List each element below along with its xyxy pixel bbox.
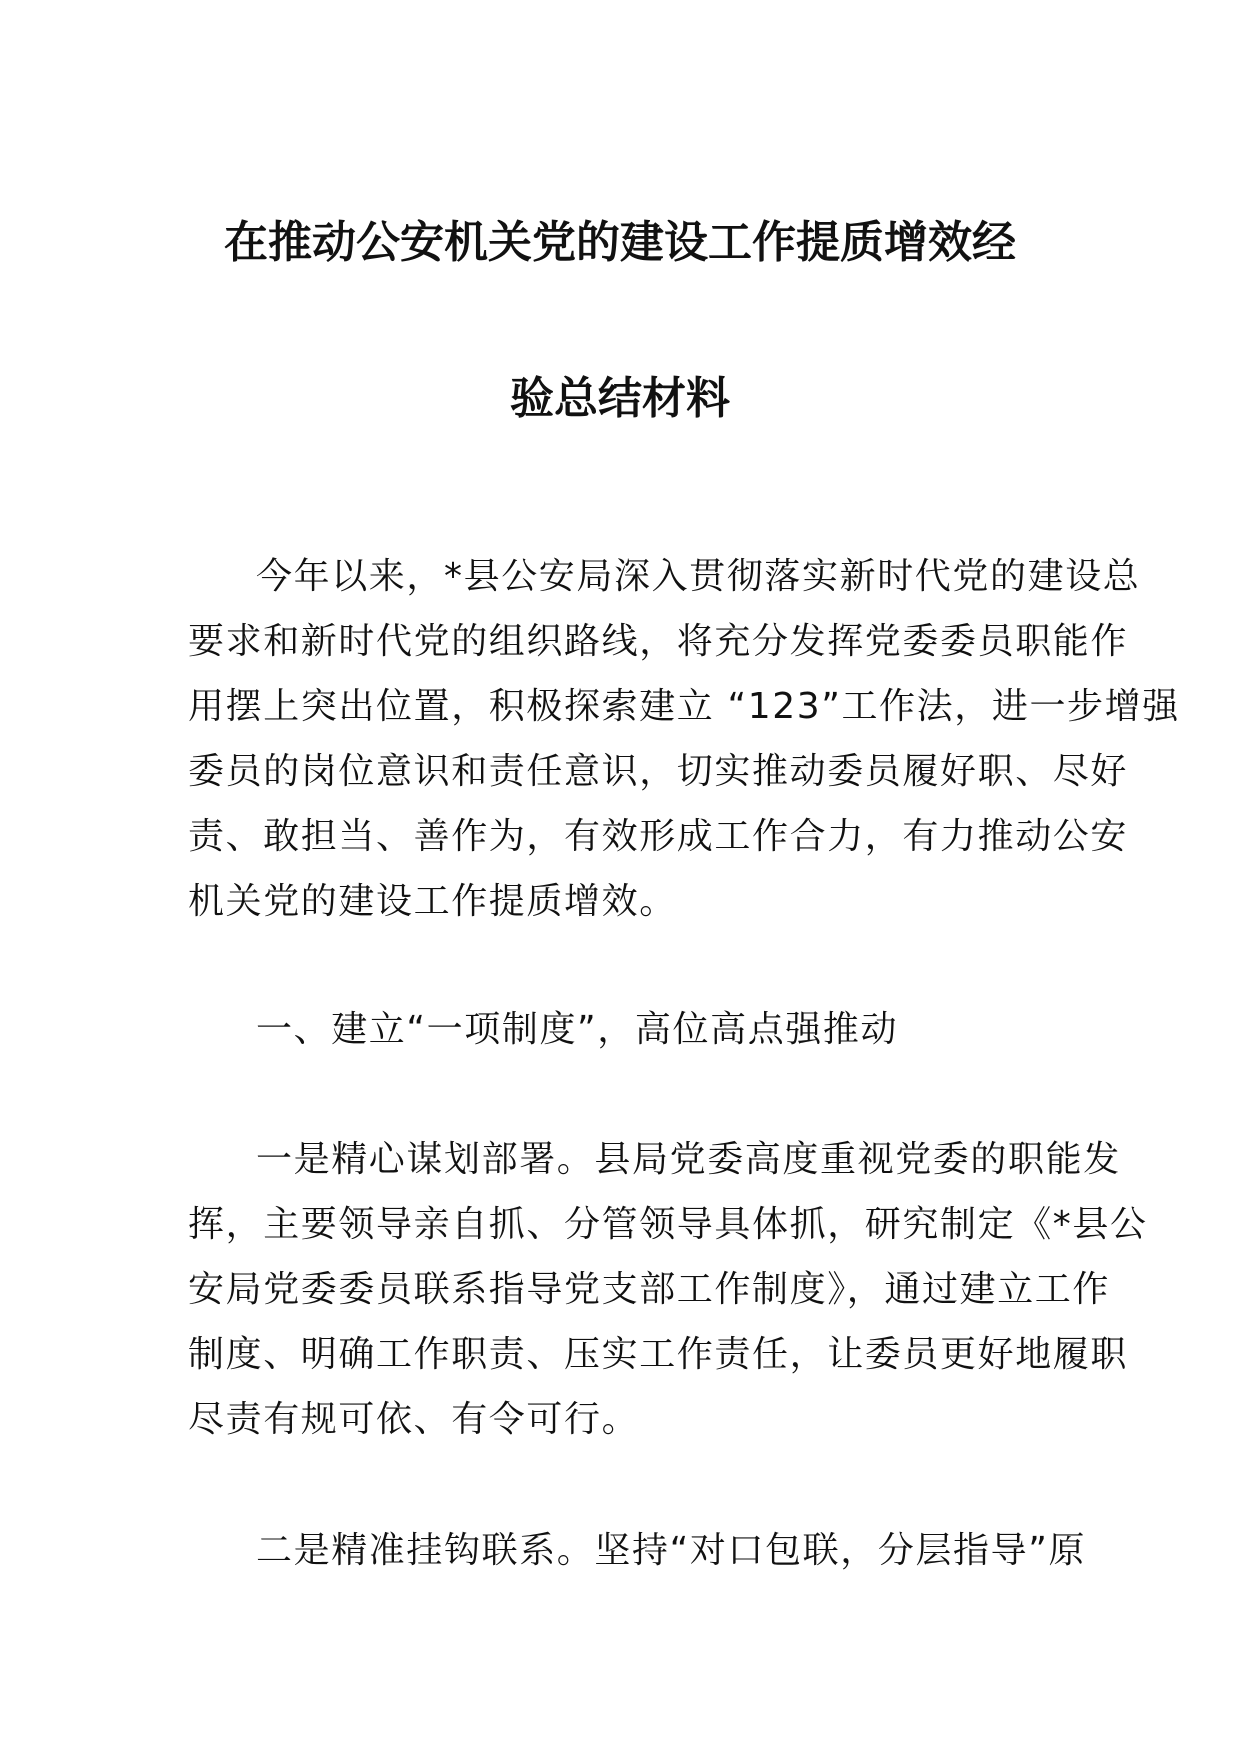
paragraph-line: 挥，主要领导亲自抓、分管领导具体抓，研究制定《*县公 xyxy=(188,1204,1148,1245)
intro-paragraph-line: 机关党的建设工作提质增效。 xyxy=(188,881,677,922)
intro-paragraph-line: 责、敢担当、善作为，有效形成工作合力，有力推动公安 xyxy=(188,816,1129,857)
intro-paragraph-line: 今年以来，*县公安局深入贯彻落实新时代党的建设总 xyxy=(256,556,1141,597)
paragraph-line: 安局党委委员联系指导党支部工作制度》，通过建立工作 xyxy=(188,1269,1111,1310)
document-title-line-1: 在推动公安机关党的建设工作提质增效经 xyxy=(224,217,1016,268)
section-heading: 一、建立“一项制度”，高位高点强推动 xyxy=(256,1009,899,1050)
paragraph-line: 尽责有规可依、有令可行。 xyxy=(188,1399,640,1440)
intro-paragraph-line: 用摆上突出位置，积极探索建立 “123”工作法，进一步增强 xyxy=(188,686,1180,727)
paragraph-line: 制度、明确工作职责、压实工作责任，让委员更好地履职 xyxy=(188,1334,1129,1375)
intro-paragraph-line: 委员的岗位意识和责任意识，切实推动委员履好职、尽好 xyxy=(188,751,1129,792)
intro-paragraph-line: 要求和新时代党的组织路线，将充分发挥党委委员职能作 xyxy=(188,621,1129,662)
document-title-line-2: 验总结材料 xyxy=(510,373,730,424)
paragraph-line: 二是精准挂钩联系。坚持“对口包联，分层指导”原 xyxy=(256,1530,1087,1571)
paragraph-line: 一是精心谋划部署。县局党委高度重视党委的职能发 xyxy=(256,1139,1121,1180)
